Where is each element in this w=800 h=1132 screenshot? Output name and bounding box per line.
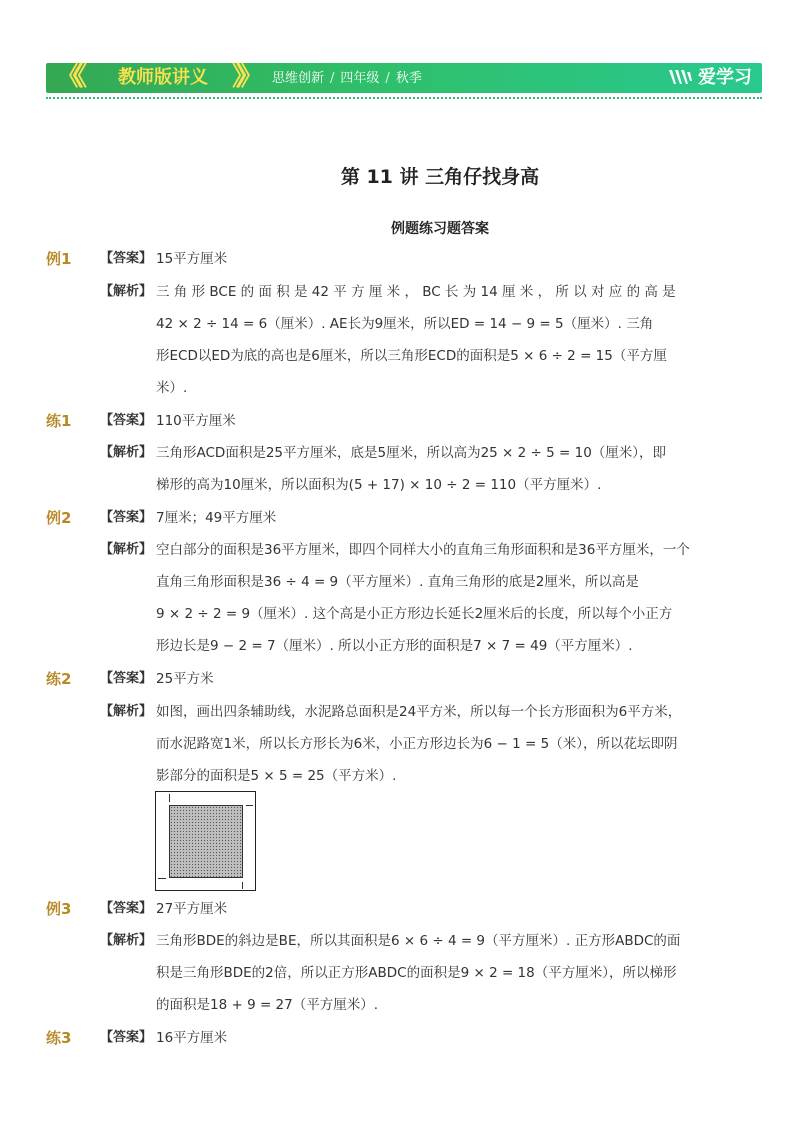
problem-label: 练2 [46,670,72,688]
breadcrumb [272,71,422,87]
analysis-line: 梯形的高为10厘米，所以面积为(5 + 17) × 10 ÷ 2 = 110（平方厘米）. [156,477,602,493]
breadcrumb-separator: / [330,71,335,86]
answer-tag: 【答案】 [100,413,153,428]
answer-text: 25平方米 [156,671,214,687]
analysis-line: 三角形BDE的斜边是BE，所以其面积是6 × 6 ÷ 4 = 9（平方厘米）. 正方形ABDC的面 [156,933,681,949]
problem-label: 练1 [46,412,72,430]
breadcrumb-separator: / [385,71,390,86]
analysis-line: 的面积是18 + 9 = 27（平方厘米）. [156,997,379,1013]
analysis-line: 而水泥路宽1米，所以长方形长为6米，小正方形边长为6 − 1 = 5（米），所以花坛即阴 [156,736,678,752]
answer-text: 110平方厘米 [156,413,236,429]
analysis-tag: 【解析】 [100,933,153,948]
brand-logo-icon [668,67,694,87]
answer-tag: 【答案】 [100,1030,153,1045]
problem-label: 例2 [46,509,72,527]
analysis-line: 米）. [156,380,188,396]
breadcrumb-item: 思维创新 [272,71,325,86]
answer-tag: 【答案】 [100,901,153,916]
analysis-line: 三角形ACD面积是25平方厘米，底是5厘米，所以高为25 × 2 ÷ 5 = 10（厘米），即 [156,445,667,461]
answer-text: 27平方厘米 [156,901,228,917]
breadcrumb-item: 秋季 [395,71,422,86]
problem-label: 练3 [46,1029,72,1047]
analysis-line: 空白部分的面积是36平方厘米，即四个同样大小的直角三角形面积和是36平方厘米，一个 [156,542,690,558]
analysis-line: 如图，画出四条辅助线，水泥路总面积是24平方米，所以每一个长方形面积为6平方米， [156,704,682,720]
analysis-line: 9 × 2 ÷ 2 = 9（厘米）. 这个高是小正方形边长延长2厘米后的长度，所以每个小正方 [156,606,673,622]
brand-logo-text: 爱学习 [698,67,752,88]
guide-line [242,882,243,889]
double-chevron-right-icon: 》》 [232,62,256,92]
guide-line [158,878,166,879]
header-banner [46,63,762,93]
double-chevron-left-icon: 《《 [56,62,80,92]
analysis-line: 42 × 2 ÷ 14 = 6（厘米）. AE长为9厘米，所以ED = 14 − 9 = 5（厘米）. 三角 [156,316,654,332]
section-title: 例题练习题答案 [391,221,489,237]
breadcrumb-item: 四年级 [340,71,380,86]
header-divider [46,97,762,99]
analysis-tag: 【解析】 [100,445,153,460]
answer-text: 7厘米；49平方厘米 [156,510,277,526]
answer-text: 16平方厘米 [156,1030,228,1046]
analysis-line: 三 角 形 BCE 的 面 积 是 42 平 方 厘 米 ， BC 长 为 14 厘 米 ， 所 以 对 应 的 高 是 [156,284,676,300]
banner-title: 教师版讲义 [118,67,208,88]
guide-line [246,805,253,806]
garden-figure [155,791,256,891]
analysis-line: 形边长是9 − 2 = 7（厘米）. 所以小正方形的面积是7 × 7 = 49（平方厘米）. [156,638,633,654]
answer-tag: 【答案】 [100,251,153,266]
analysis-tag: 【解析】 [100,284,153,299]
guide-line [169,794,170,802]
analysis-line: 形ECD以ED为底的高也是6厘米，所以三角形ECD的面积是5 × 6 ÷ 2 = 15（平方厘 [156,348,667,364]
answer-tag: 【答案】 [100,510,153,525]
shaded-square [169,805,243,878]
analysis-tag: 【解析】 [100,704,153,719]
analysis-line: 积是三角形BDE的2倍，所以正方形ABDC的面积是9 × 2 = 18（平方厘米），所以梯形 [156,965,677,981]
analysis-line: 影部分的面积是5 × 5 = 25（平方米）. [156,768,397,784]
problem-label: 例3 [46,900,72,918]
analysis-line: 直角三角形面积是36 ÷ 4 = 9（平方厘米）. 直角三角形的底是2厘米，所以高是 [156,574,639,590]
lecture-title: 第 11 讲 三角仔找身高 [340,166,540,188]
analysis-tag: 【解析】 [100,542,153,557]
answer-tag: 【答案】 [100,671,153,686]
answer-text: 15平方厘米 [156,251,228,267]
brand-logo [668,67,752,89]
problem-label: 例1 [46,250,72,268]
